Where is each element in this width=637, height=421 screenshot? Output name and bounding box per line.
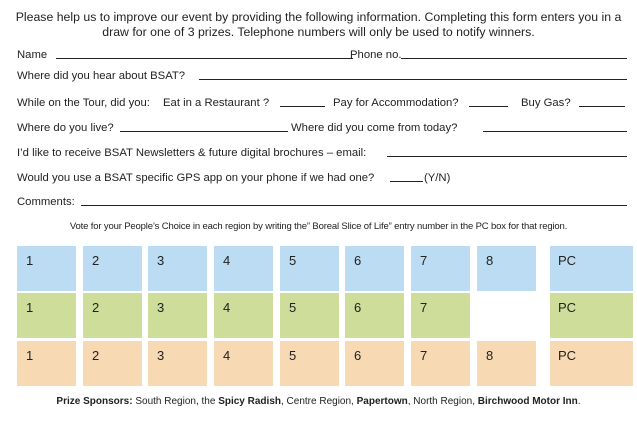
north-region-text: , North Region, bbox=[407, 396, 475, 407]
prize-sponsors bbox=[0, 396, 637, 407]
phone-label: Phone no. bbox=[350, 49, 402, 61]
vote-cell-south-8[interactable]: 8 bbox=[477, 246, 536, 291]
vote-instruction: Vote for your People’s Choice in each region by writing the” Boreal Slice of Life” entry number in the PC box for that region. bbox=[69, 221, 568, 232]
vote-cell-centre-7[interactable]: 7 bbox=[411, 293, 470, 338]
pc-box-south[interactable]: PC bbox=[550, 246, 633, 291]
newsletter-row bbox=[17, 145, 627, 161]
vote-cell-south-2[interactable]: 2 bbox=[83, 246, 142, 291]
name-label: Name bbox=[17, 49, 48, 61]
vote-cell-south-3[interactable]: 3 bbox=[148, 246, 207, 291]
gas-label: Buy Gas? bbox=[521, 97, 571, 109]
gps-row bbox=[17, 170, 627, 186]
vote-cell-north-5[interactable]: 5 bbox=[280, 341, 339, 386]
accommodation-field[interactable] bbox=[469, 106, 508, 107]
name-phone-row bbox=[17, 47, 627, 63]
vote-cell-centre-1[interactable]: 1 bbox=[17, 293, 76, 338]
vote-cell-south-1[interactable]: 1 bbox=[17, 246, 76, 291]
pc-box-centre[interactable]: PC bbox=[550, 293, 633, 338]
intro-line-1: Please help us to improve our event by providing the following information. Completing this form enters you in a bbox=[15, 10, 622, 24]
hear-row bbox=[17, 68, 627, 84]
restaurant-field[interactable] bbox=[280, 106, 325, 107]
came-from-label: Where did you come from today? bbox=[291, 122, 458, 134]
vote-cell-north-7[interactable]: 7 bbox=[411, 341, 470, 386]
vote-cell-centre-3[interactable]: 3 bbox=[148, 293, 207, 338]
vote-cell-centre-2[interactable]: 2 bbox=[83, 293, 142, 338]
name-field[interactable] bbox=[56, 58, 353, 59]
intro-line-2: draw for one of 3 prizes. Telephone numbers will only be used to notify winners. bbox=[102, 25, 535, 39]
restaurant-label: Eat in a Restaurant ? bbox=[163, 97, 270, 109]
vote-cell-south-5[interactable]: 5 bbox=[280, 246, 339, 291]
centre-region-text: , Centre Region, bbox=[281, 396, 354, 407]
vote-cell-north-8[interactable]: 8 bbox=[477, 341, 536, 386]
comments-field[interactable] bbox=[81, 205, 627, 206]
gps-yn-label: (Y/N) bbox=[424, 172, 451, 184]
came-from-field[interactable] bbox=[483, 131, 627, 132]
centre-sponsor: Papertown bbox=[356, 396, 408, 407]
live-label: Where do you live? bbox=[17, 122, 114, 134]
vote-cell-south-6[interactable]: 6 bbox=[345, 246, 404, 291]
accommodation-label: Pay for Accommodation? bbox=[333, 97, 459, 109]
sponsors-end: . bbox=[577, 396, 581, 407]
gps-answer-field[interactable] bbox=[390, 181, 423, 182]
vote-cell-north-4[interactable]: 4 bbox=[214, 341, 273, 386]
vote-cell-north-1[interactable]: 1 bbox=[17, 341, 76, 386]
vote-cell-south-4[interactable]: 4 bbox=[214, 246, 273, 291]
comments-row bbox=[17, 194, 627, 210]
vote-cell-north-2[interactable]: 2 bbox=[83, 341, 142, 386]
vote-cell-north-6[interactable]: 6 bbox=[345, 341, 404, 386]
tour-row bbox=[17, 95, 627, 111]
vote-cell-centre-6[interactable]: 6 bbox=[345, 293, 404, 338]
live-row bbox=[17, 120, 627, 136]
hear-field[interactable] bbox=[199, 79, 627, 80]
hear-label: Where did you hear about BSAT? bbox=[17, 70, 186, 82]
live-field[interactable] bbox=[120, 131, 288, 132]
comments-label: Comments: bbox=[17, 196, 75, 208]
vote-cell-north-3[interactable]: 3 bbox=[148, 341, 207, 386]
south-region-text: South Region, the bbox=[135, 396, 216, 407]
tour-label: While on the Tour, did you: bbox=[17, 97, 150, 109]
gps-label: Would you use a BSAT specific GPS app on your phone if we had one? bbox=[17, 172, 375, 184]
vote-cell-centre-5[interactable]: 5 bbox=[280, 293, 339, 338]
newsletter-label: I’d like to receive BSAT Newsletters & future digital brochures – email: bbox=[17, 147, 367, 159]
north-sponsor: Birchwood Motor Inn bbox=[477, 396, 578, 407]
gas-field[interactable] bbox=[579, 106, 625, 107]
vote-cell-south-7[interactable]: 7 bbox=[411, 246, 470, 291]
phone-field[interactable] bbox=[401, 58, 627, 59]
south-sponsor: Spicy Radish bbox=[218, 396, 281, 407]
email-field[interactable] bbox=[387, 156, 627, 157]
sponsors-label: Prize Sponsors: bbox=[56, 396, 133, 407]
pc-box-north[interactable]: PC bbox=[550, 341, 633, 386]
vote-cell-centre-4[interactable]: 4 bbox=[214, 293, 273, 338]
intro-text bbox=[10, 10, 627, 40]
